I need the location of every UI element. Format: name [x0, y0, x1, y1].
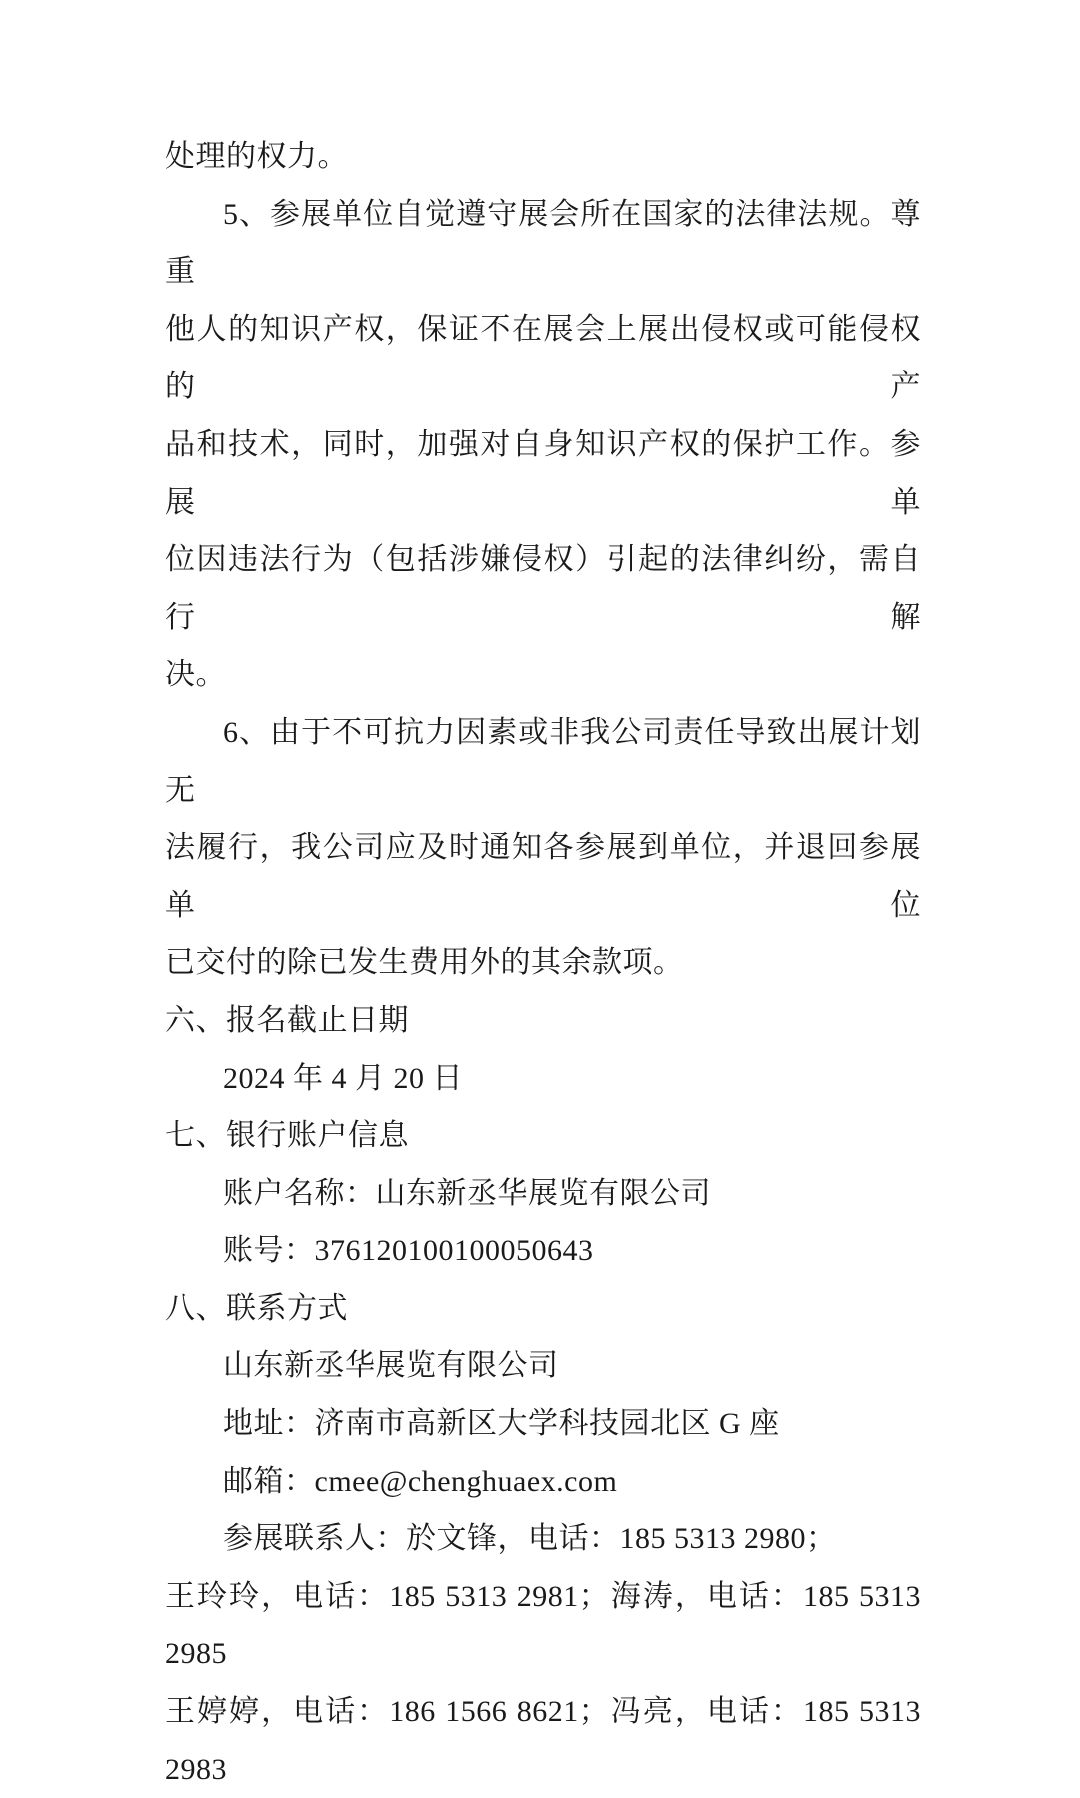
bank-account-name: 账户名称：山东新丞华展览有限公司 [223, 1176, 711, 1210]
bank-account-number: 账号：376120100100050643 [223, 1234, 594, 1268]
registration-deadline: 2024 年 4 月 20 日 [223, 1061, 463, 1095]
company-email: 邮箱：cmee@chenghuaex.com [223, 1464, 618, 1498]
contact-line: 王婷婷，电话：186 1566 8621；冯亮，电话：185 5313 2983 [165, 1695, 929, 1786]
document-body [165, 128, 929, 1798]
section-7-heading: 七、银行账户信息 [165, 1119, 409, 1153]
clause-4-tail-line: 处理的权力。 [165, 140, 348, 173]
section-6-heading: 六、报名截止日期 [165, 1003, 409, 1037]
clause-5-line: 5、参展单位自觉遵守展会所在国家的法律法规。尊重 [165, 197, 921, 289]
company-address: 地址：济南市高新区大学科技园北区 G 座 [223, 1407, 780, 1441]
contact-line: 参展联系人：於文锋，电话：185 5313 2980； [223, 1522, 837, 1556]
clause-5-line: 他人的知识产权，保证不在展会上展出侵权或可能侵权的产 [165, 312, 921, 404]
clause-6-line: 法履行，我公司应及时通知各参展到单位，并退回参展单位 [165, 831, 921, 922]
clause-5-tail-line: 决。 [165, 658, 226, 692]
clause-6-line: 6、由于不可抗力因素或非我公司责任导致出展计划无 [165, 715, 921, 807]
clause-5-line: 品和技术，同时，加强对自身知识产权的保护工作。参展单 [165, 427, 921, 519]
contact-line: 王玲玲，电话：185 5313 2981；海涛，电话：185 5313 2985 [165, 1579, 929, 1671]
clause-6-tail-line: 已交付的除已发生费用外的其余款项。 [165, 946, 684, 980]
company-name: 山东新丞华展览有限公司 [223, 1349, 559, 1383]
clause-5-line: 位因违法行为（包括涉嫌侵权）引起的法律纠纷，需自行解 [165, 543, 921, 634]
section-8-heading: 八、联系方式 [165, 1291, 348, 1325]
